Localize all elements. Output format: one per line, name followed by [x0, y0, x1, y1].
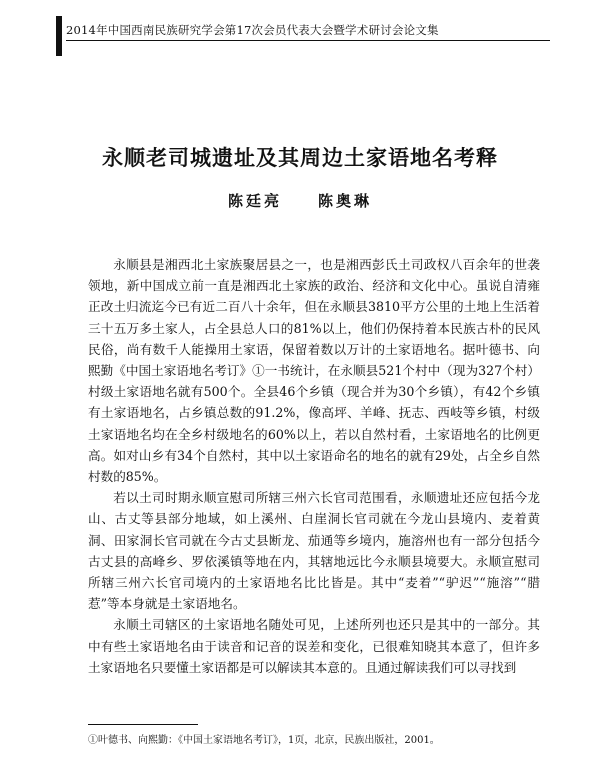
footnote: ①叶德书、向熙勤：《中国土家语地名考订》，1页，北京，民族出版社，2001。 — [88, 735, 440, 746]
article-authors: 陈廷亮 陈奥琳 — [227, 192, 372, 210]
header-rule — [66, 40, 550, 41]
article-title: 永顺老司城遗址及其周边土家语地名考释 — [102, 146, 498, 170]
article-body — [88, 254, 540, 678]
footnote-rule — [88, 724, 198, 725]
running-header: 2014年中国西南民族研究学会第17次会员代表大会暨学术研讨会论文集 — [66, 23, 439, 37]
body-paragraph-1: 永顺县是湘西北土家族聚居县之一，也是湘西彭氏土司政权八百余年的世袭领地，新中国成立前一直是湘西北土家族的政治、经济和文化中心。虽说自清雍正改土归流迄今已有近二百八十余年，但在永顺县3810平方公里的土地上生活着三十五万多土家人，占全县总人口的81%以上，他们仍保持着本民族古朴的民风民俗，尚有数千人能操用土家语，保留着数以万计的土家语地名。据叶德书、向熙勤《中国土家语地名考订》①一书统计，在永顺县521个村中（现为327个村）村级土家语地名就有500个。全县46个乡镇（现合并为30个乡镇），有42个乡镇有土家语地名，占乡镇总数的91.2%，像高坪、羊峰、抚志、西岐等乡镇，村级土家语地名均在全乡村级地名的60%以上，若以自然村看，土家语地名的比例更高。如对山乡有34个自然村，其中以土家语命名的地名的就有29处，占全乡自然村数的85%。 — [88, 257, 540, 485]
body-paragraph-3: 永顺土司辖区的土家语地名随处可见，上述所列也还只是其中的一部分。其中有些土家语地名由于读音和记音的误差和变化，已很难知晓其本意了，但许多土家语地名只要懂土家语都是可以解读其本意的。且通过解读我们可以寻找到 — [88, 617, 540, 675]
header-bar-mark — [56, 16, 62, 56]
body-paragraph-2: 若以土司时期永顺宣慰司所辖三州六长官司范围看，永顺遗址还应包括今龙山、古丈等县部分地域，如上溪州、白崖洞长官司就在今龙山县境内、麦着黄洞、田家洞长官司就在今古丈县断龙、茄通等乡境内，施溶州也有一部分包括今古丈县的高峰乡、罗依溪镇等地在内，其辖地远比今永顺县境要大。永顺宣慰司所辖三州六长官司境内的土家语地名比比皆是。其中“麦着”“驴迟”“施溶”“腊惹”等本身就是土家语地名。 — [88, 490, 540, 612]
